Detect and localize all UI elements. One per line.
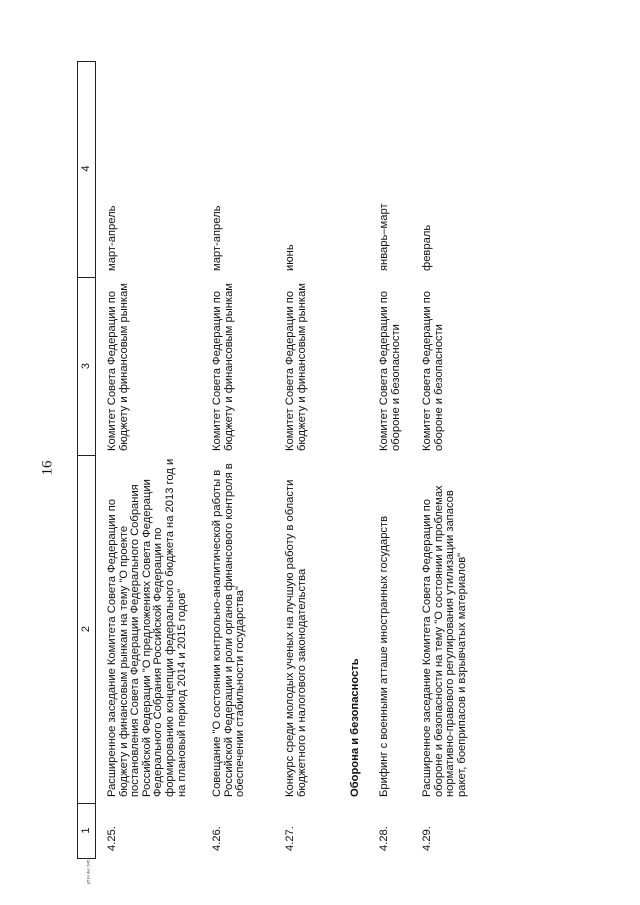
row-event: Конкурс среди молодых ученых на лучшую работу в области бюджетного и налогового законодательства [284,479,308,797]
rotated-table [77,61,514,859]
row-period: март-апрель [211,205,223,271]
row-number: 4.27. [284,826,296,851]
page-number: 16 [39,460,56,476]
header-col-1: 1 [77,803,95,859]
header-col-2: 2 [77,455,95,804]
row-period: январь–март [378,203,390,271]
row-number: 4.29. [421,826,433,851]
section-title: Оборона и безопасность [349,658,361,797]
header-col-4: 4 [77,60,95,278]
header-col-3: 3 [77,277,95,456]
row-event: Расширенное заседание Комитета Совета Федерации по бюджету и финансовым рынкам на тему "О проекте постановления Совета Федерации Федерального Собрания Российской Федерации "О предложениях Совета Федерации Федерального Собрания Российской Федерации по формированию концепции федерального бюджета на 2013 год и на плановый период 2014 и 2015 годов" [106,458,188,797]
document-code-mark: р514 doc 645 [85,859,91,885]
row-event: Брифинг с военными атташе иностранных государств [378,515,390,797]
row-responsible: Комитет Совета Федерации по бюджету и финансовым рынкам [211,283,235,451]
row-event: Расширенное заседание Комитета Совета Федерации по обороне и безопасности на тему "О состоянии и проблемах нормативно-правового регулирования утилизации запасов ракет, боеприпасов и взрывчатых материалов" [421,485,468,797]
row-period: февраль [421,224,433,271]
row-number: 4.26. [211,826,223,851]
row-period: июнь [284,244,296,271]
row-responsible: Комитет Совета Федерации по обороне и безопасности [378,290,402,451]
row-responsible: Комитет Совета Федерации по бюджету и финансовым рынкам [106,283,130,451]
table-header [77,61,96,859]
row-responsible: Комитет Совета Федерации по бюджету и финансовым рынкам [284,283,308,451]
row-event: Совещание "О состоянии контрольно-аналитической работы в Российской Федерации и роли органов финансового контроля в обеспечении стабильности государства" [211,463,247,797]
row-period: март-апрель [106,205,118,271]
row-number: 4.25. [106,826,118,851]
row-responsible: Комитет Совета Федерации по обороне и безопасности [421,290,445,451]
row-number: 4.28. [378,826,390,851]
